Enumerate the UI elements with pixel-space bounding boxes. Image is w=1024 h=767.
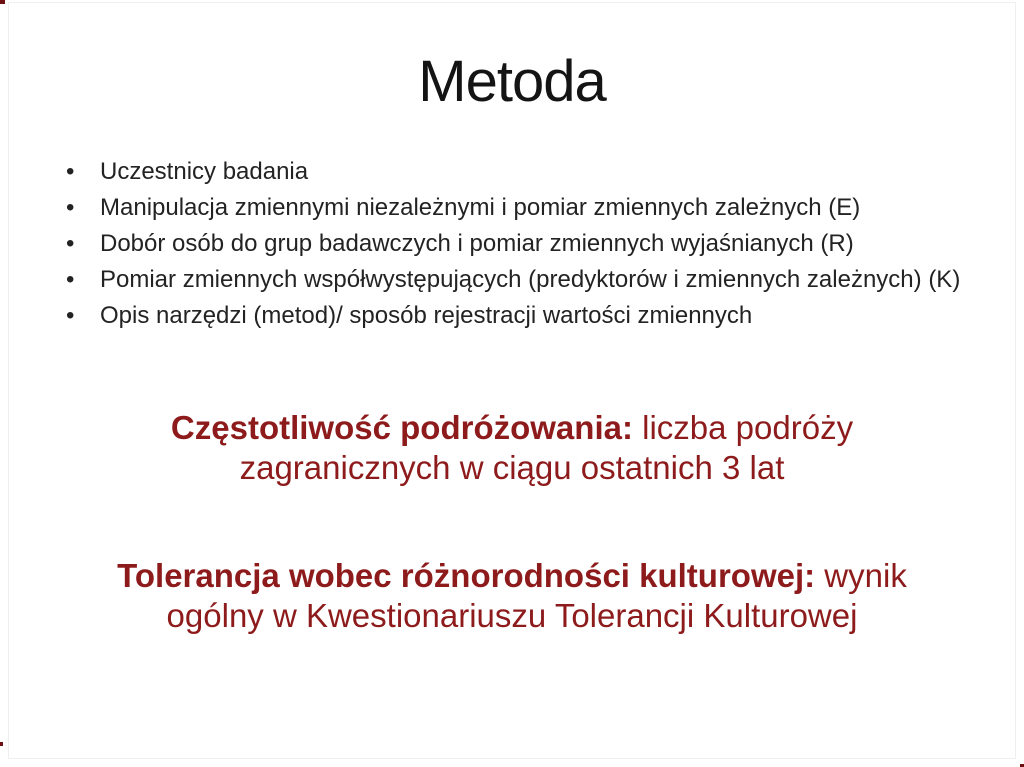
corner-mark-bottom-left	[0, 742, 3, 746]
slide-title: Metoda	[418, 49, 606, 114]
bullet-item: • Pomiar zmiennych współwystępujących (predyktorów i zmiennych zależnych) (K)	[62, 262, 968, 298]
bullet-item: • Dobór osób do grup badawczych i pomiar zmiennych wyjaśnianych (R)	[62, 226, 968, 262]
emphasis-bold-segment: Tolerancja wobec różnorodności kulturowej:	[117, 557, 816, 594]
emphasis-normal-segment: wynik ogólny w Kwestionariuszu Tolerancji Kulturowej	[166, 557, 907, 634]
corner-mark-top-left	[0, 0, 5, 4]
bullet-list	[62, 154, 968, 334]
emphasis-paragraph-tolerance	[78, 556, 946, 636]
emphasis-paragraph-travel-frequency	[78, 408, 946, 488]
bullet-item: • Opis narzędzi (metod)/ sposób rejestracji wartości zmiennych	[62, 298, 968, 334]
bullet-item: • Manipulacja zmiennymi niezależnymi i pomiar zmiennych zależnych (E)	[62, 190, 968, 226]
emphasis-normal-segment: liczba podróży zagranicznych w ciągu ostatnich 3 lat	[239, 409, 854, 486]
emphasis-bold-segment: Częstotliwość podróżowania:	[170, 409, 633, 446]
bullet-item: • Uczestnicy badania	[62, 154, 968, 190]
